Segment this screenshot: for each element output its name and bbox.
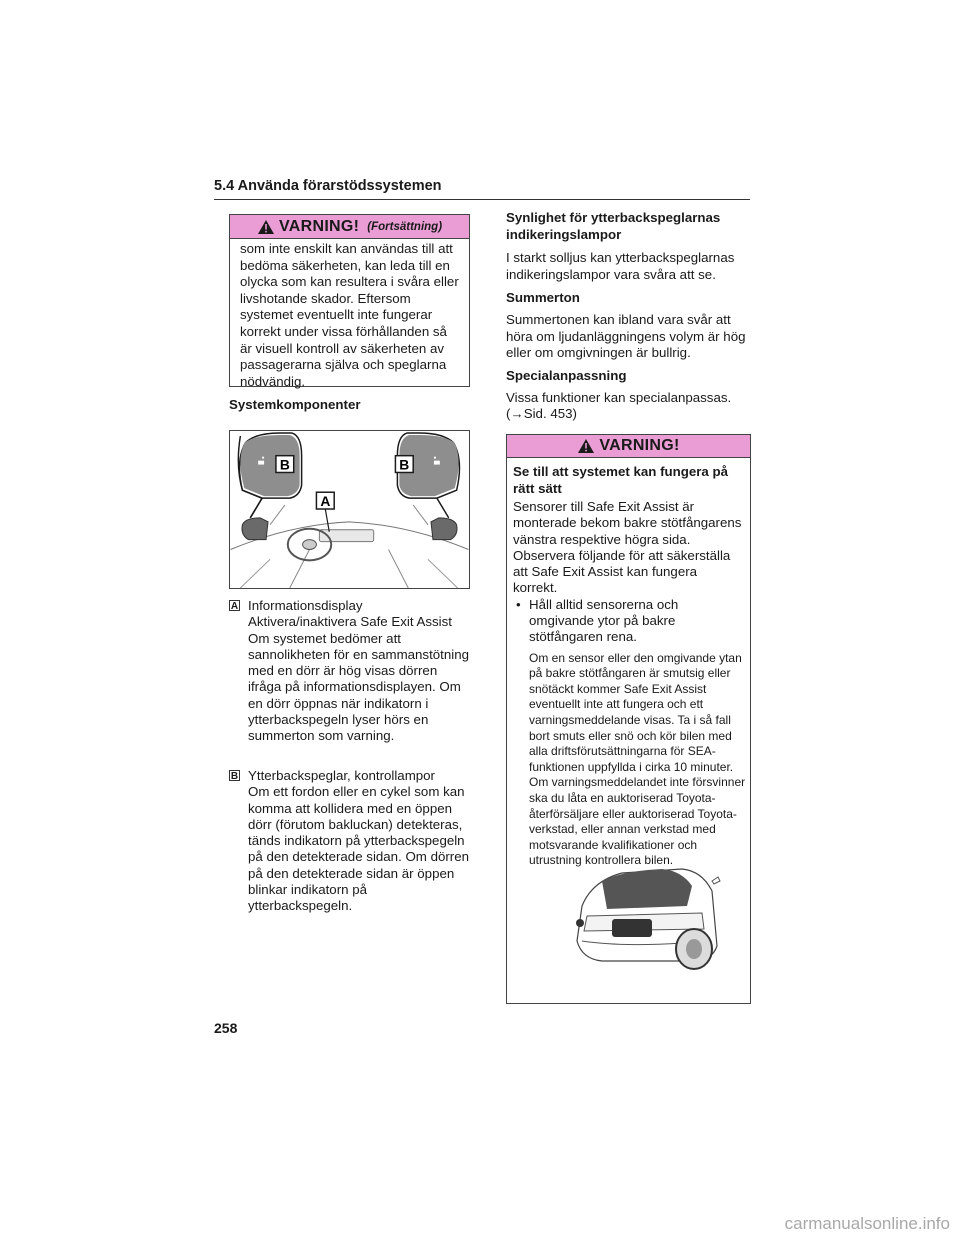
specialanpassning-heading: Specialanpassning bbox=[506, 368, 627, 383]
legend-text-a-line3: Om systemet bedömer att sannolikheten för en sammanstötning med en dörr är hög visas dörren ifråga på informationsdisplayen. Om en dörr öppnas när indikatorn i ytterbackspegeln lyser hörs en summerton som varning. bbox=[248, 630, 470, 744]
specialanpassning-text: Vissa funktioner kan specialanpassas. bbox=[506, 390, 732, 405]
cockpit-figure bbox=[229, 430, 470, 589]
warning-header bbox=[230, 215, 469, 239]
page-number: 258 bbox=[214, 1020, 238, 1036]
summerton-text: Summertonen kan ibland vara svår att höra om ljudanläggningens volym är hög eller om omgivningen är bullrig. bbox=[506, 312, 746, 360]
warning-header bbox=[507, 435, 750, 458]
page-reference-link[interactable]: (→Sid. 453) bbox=[506, 406, 577, 421]
legend-text-a-line1: Informationsdisplay bbox=[248, 598, 363, 613]
synlighet-text: I starkt solljus kan ytterbackspeglarnas indikeringslampor vara svåra att se. bbox=[506, 250, 735, 282]
warning-title: VARNING! bbox=[278, 217, 360, 235]
warning-title: VARNING! bbox=[599, 437, 680, 454]
legend-key-a: A bbox=[230, 601, 239, 612]
warning-body: som inte enskilt kan användas till att bedöma säkerheten, kan leda till en olycka som kan resultera i svåra eller livshotande skador. Eftersom systemet eventuellt inte fungerar korrekt under vissa förhållanden så är visuell kontroll av säkerheten av passagerarna själva och speglarna nödvändig. bbox=[240, 241, 459, 389]
rear-car-illustration bbox=[562, 851, 722, 971]
warning-triangle-icon bbox=[577, 438, 595, 454]
warning-bullet-text: Håll alltid sensorerna och omgivande ytor på bakre stötfångaren rena. bbox=[529, 596, 679, 645]
legend-key-b: B bbox=[230, 771, 239, 782]
legend-item-b bbox=[229, 768, 474, 915]
warning-box-continued bbox=[229, 214, 470, 387]
figure-label-b-left: B bbox=[279, 456, 290, 473]
systemkomponenter-heading: Systemkomponenter bbox=[229, 397, 361, 412]
summerton-heading: Summerton bbox=[506, 290, 580, 305]
section-header: 5.4 Använda förarstödssystemen bbox=[214, 178, 750, 200]
sensor-indicator-icon bbox=[576, 919, 584, 927]
figure-label-a: A bbox=[320, 493, 331, 510]
legend-text-b-line1: Ytterbackspeglar, kontrollampor bbox=[248, 768, 435, 783]
warning-subtitle: (Fortsättning) bbox=[367, 220, 443, 233]
warning-box-sensors bbox=[506, 434, 751, 1004]
watermark: carmanualsonline.info bbox=[784, 1214, 950, 1233]
legend-item-a bbox=[229, 598, 474, 745]
warning-bullet: • Håll alltid sensorerna och omgivande ytor på bakre stötfångaren rena. bbox=[516, 596, 679, 645]
legend-text-b-line2: Om ett fordon eller en cykel som kan komma att kollidera med en öppen dörr (förutom bakluckan) detekteras, tänds indikatorn på ytterbackspegeln på den detekterade sidan. Om dörren på den detekterade sidan är öppen blinkar indikatorn på ytterbackspegeln. bbox=[248, 784, 470, 914]
warning-note: Om en sensor eller den omgivande ytan på bakre stötfångaren är smutsig eller snötäckt kommer Safe Exit Assist eventuellt inte att fungera och ett varningsmeddelande visas. Ta i så fall bort smuts eller snö och kör bilen med alla driftsförutsättningarna för SEA-funktionen uppfyllda i cirka 10 minuter. Om varningsmeddelandet inte försvinner ska du låta en auktoriserad Toyota-återförsäljare eller auktoriserad Toyota-verkstad, eller annan verkstad med motsvarande kvalifikationer och utrustning kontrollera bilen. bbox=[529, 650, 746, 868]
figure-label-b-right: B bbox=[399, 456, 410, 473]
synlighet-heading: Synlighet för ytterbackspeglarnas indikeringslampor bbox=[506, 210, 721, 242]
warning-heading: Se till att systemet kan fungera på rätt sätt bbox=[513, 464, 729, 496]
warning-triangle-icon bbox=[257, 219, 275, 235]
warning-intro: Sensorer till Safe Exit Assist är monterade bekom bakre stötfångarens vänstra respektive högra sida. Observera följande för att säkerställa att Safe Exit Assist kan fungera korrekt. bbox=[513, 499, 742, 596]
cockpit-illustration bbox=[230, 431, 469, 588]
legend-text-a-line2: Aktivera/inaktivera Safe Exit Assist bbox=[248, 614, 452, 630]
